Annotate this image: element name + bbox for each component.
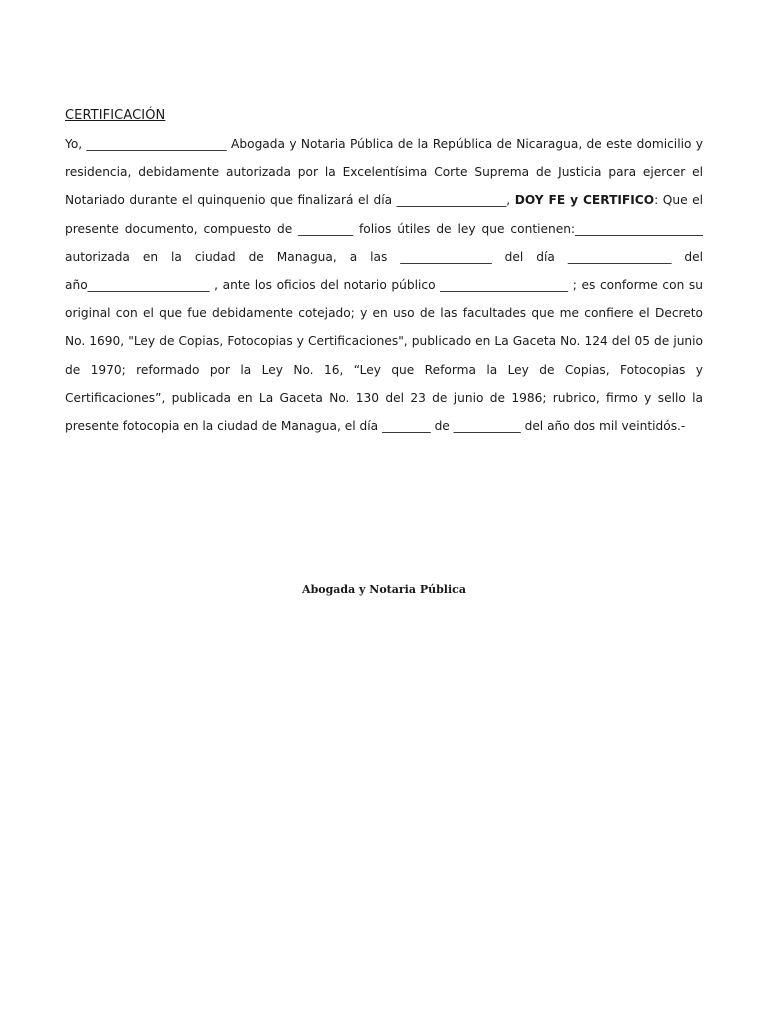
signature-label: Abogada y Notaria Pública [302, 583, 466, 596]
certification-body [65, 130, 703, 440]
document-title: CERTIFICACIÓN [65, 108, 166, 123]
body-text-part-2: : Que el presente documento, compuesto de _________ folios útiles de ley que contienen:_____________________ autorizada en la ciudad de Managua, a las _______________ del día _________________ del año____________________ , ante los oficios del notario público _____________________ ; es conforme con su original con el que fue debidamente cotejado; y en uso de las facultades que me confiere el Decreto No. 1690, "Ley de Copias, Fotocopias y Certificaciones", publicado en La Gaceta No. 124 del 05 de junio de 1970; reformado por la Ley No. 16, “Ley que Reforma la Ley de Copias, Fotocopias y Certificaciones”, publicada en La Gaceta No. 130 del 23 de junio de 1986; rubrico, firmo y sello la presente fotocopia en la ciudad de Managua, el día ________ de ___________ del año dos mil veintidós.- [65, 193, 704, 434]
body-emphasis-doy-fe: DOY FE y CERTIFICO [514, 193, 655, 208]
body-text-part-1: Yo, _______________________ Abogada y Notaria Pública de la República de Nicaragua, de este domicilio y residencia, debidamente autorizada por la Excelentísima Corte Suprema de Justicia para ejercer el Notariado durante el quinquenio que finalizará el día __________________, [65, 137, 703, 208]
